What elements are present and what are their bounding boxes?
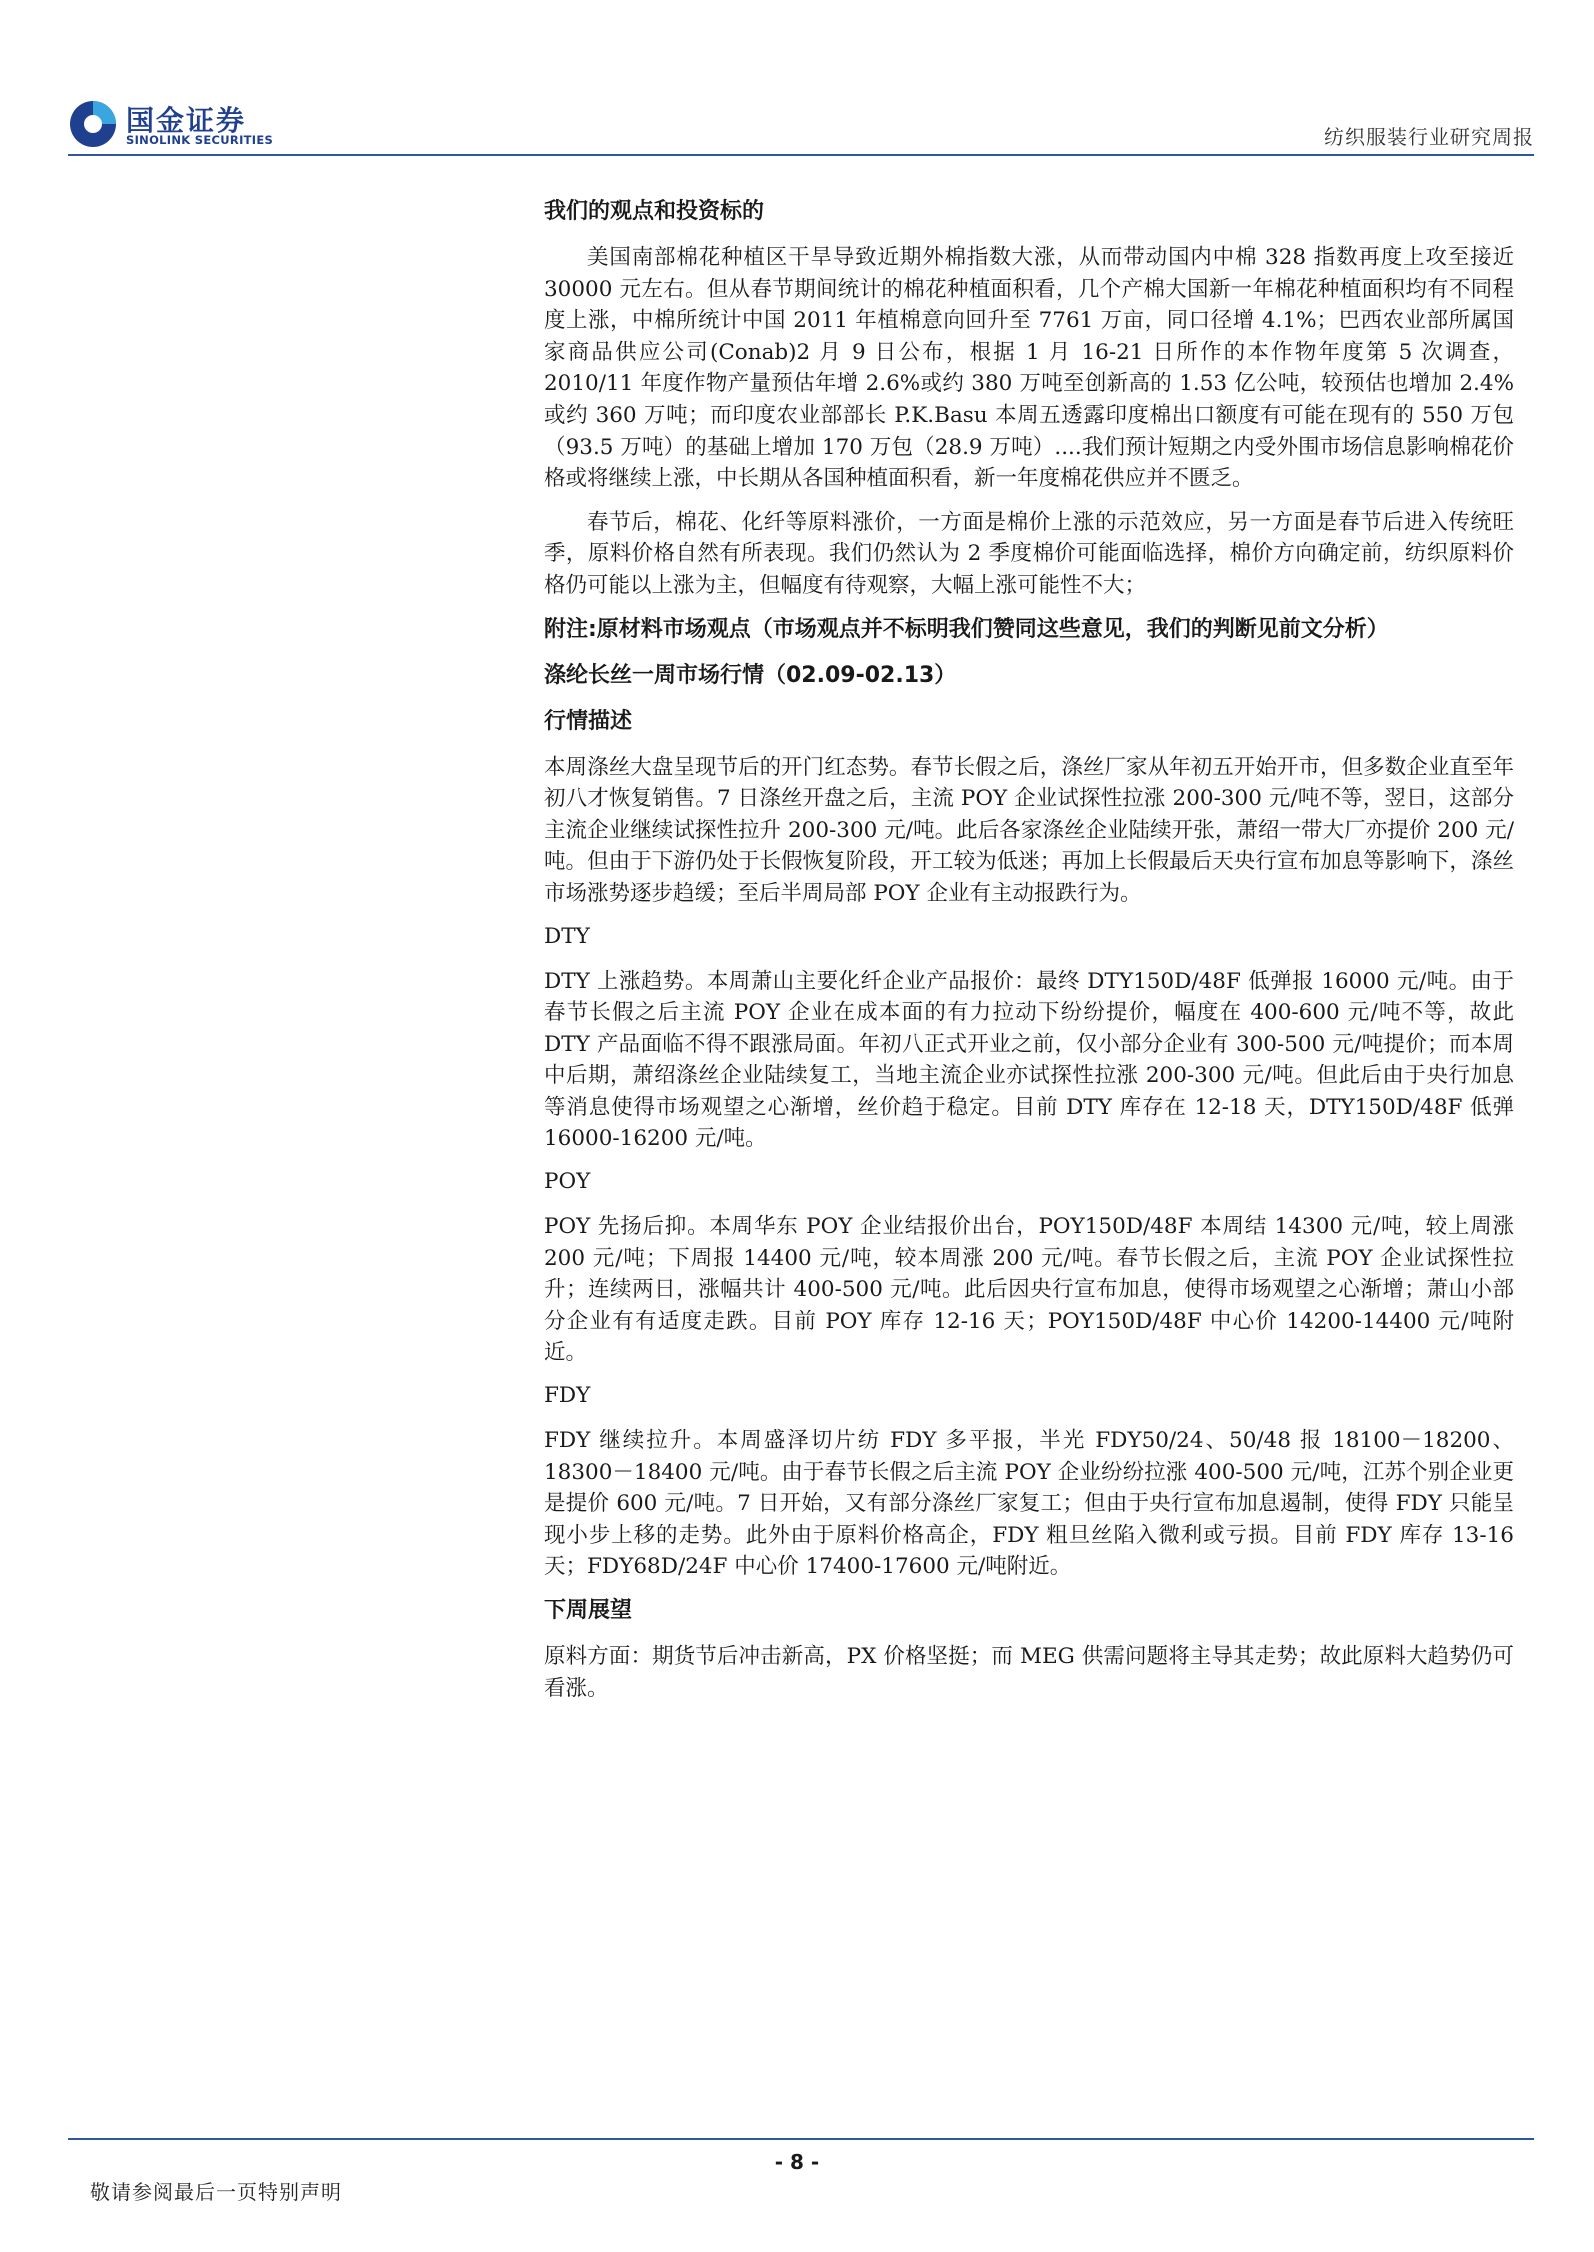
fdy-label: FDY [544, 1383, 591, 1409]
market-description-paragraph: 本周涤丝大盘呈现节后的开门红态势。春节长假之后，涤丝厂家从年初五开始开市，但多数企业直至年初八才恢复销售。7 日涤丝开盘之后，主流 POY 企业试探性拉涨 200-300 元/吨不等，翌日，这部分主流企业继续试探性拉升 200-300 元/吨。此后各家涤丝企业陆续开张，萧绍一带大厂亦提价 200 元/吨。但由于下游仍处于长假恢复阶段，开工较为低迷；再加上长假最后天央行宣布加息等影响下，涤丝市场涨势逐步趋缓；至后半周局部 POY 企业有主动报跌行为。 [544, 754, 1514, 906]
appendix-heading: 附注:原材料市场观点（市场观点并不标明我们赞同这些意见，我们的判断见前文分析） [544, 616, 1389, 642]
view-paragraph-1: 美国南部棉花种植区干旱导致近期外棉指数大涨，从而带动国内中棉 328 指数再度上攻至接近 30000 元左右。但从春节期间统计的棉花种植面积看，几个产棉大国新一年棉花种植面积均有不同程度上涨，中棉所统计中国 2011 年植棉意向回升至 7761 万亩，同口径增 4.1%；巴西农业部所属国家商品供应公司(Conab)2 月 9 日公布，根据 1 月 16-21 日所作的本作物年度第 5 次调查，2010/11 年度作物产量预估年增 2.6%或约 380 万吨至创新高的 1.53 亿公吨，较预估也增加 2.4%或约 360 万吨；而印度农业部部长 P.K.Basu 本周五透露印度棉出口额度有可能在现有的 550 万包（93.5 万吨）的基础上增加 170 万包（28.9 万吨）....我们预计短期之内受外围市场信息影响棉花价格或将继续上涨，中长期从各国种植面积看，新一年度棉花供应并不匮乏。 [544, 245, 1514, 492]
poy-paragraph: POY 先扬后抑。本周华东 POY 企业结报价出台，POY150D/48F 本周结 14300 元/吨，较上周涨 200 元/吨；下周报 14400 元/吨，较本周涨 200 元/吨。春节长假之后，主流 POY 企业试探性拉升；连续两日，涨幅共计 400-500 元/吨。此后因央行宣布加息，使得市场观望之心渐增；萧山小部分企业有有适度走跌。目前 POY 库存 12-16 天；POY150D/48F 中心价 14200-14400 元/吨附近。 [544, 1214, 1514, 1366]
main-content [544, 196, 1514, 1716]
report-title: 纺织服装行业研究周报 [1324, 125, 1534, 149]
disclaimer-text: 敬请参阅最后一页特别声明 [90, 2180, 342, 2204]
dty-label: DTY [544, 923, 590, 949]
outlook-paragraph: 原料方面：期货节后冲击新高，PX 价格坚挺；而 MEG 供需问题将主导其走势；故此原料大趋势仍可看涨。 [544, 1644, 1514, 1701]
market-description-heading: 行情描述 [544, 708, 633, 734]
footer-divider [68, 2138, 1534, 2140]
page-number: - 8 - [774, 2150, 820, 2174]
poy-label: POY [544, 1169, 591, 1195]
sinolink-logo-icon [68, 99, 118, 149]
sinolink-logo [68, 95, 308, 155]
page-header [68, 95, 1534, 155]
view-heading: 我们的观点和投资标的 [544, 199, 765, 224]
polyester-heading: 涤纶长丝一周市场行情（02.09-02.13） [544, 662, 957, 688]
outlook-heading: 下周展望 [544, 1598, 633, 1623]
logo-text-en: SINOLINK SECURITIES [126, 133, 274, 147]
logo-text-cn: 国金证券 [126, 104, 247, 137]
fdy-paragraph: FDY 继续拉升。本周盛泽切片纺 FDY 多平报，半光 FDY50/24、50/48 报 18100－18200、18300－18400 元/吨。由于春节长假之后主流 POY 企业纷纷拉涨 400-500 元/吨，江苏个别企业更是提价 600 元/吨。7 日开始，又有部分涤丝厂家复工；但由于央行宣布加息遏制，使得 FDY 只能呈现小步上移的走势。此外由于原料价格高企，FDY 粗旦丝陷入微利或亏损。目前 FDY 库存 13-16 天；FDY68D/24F 中心价 17400-17600 元/吨附近。 [544, 1428, 1514, 1580]
view-paragraph-2: 春节后，棉花、化纤等原料涨价，一方面是棉价上涨的示范效应，另一方面是春节后进入传统旺季，原料价格自然有所表现。我们仍然认为 2 季度棉价可能面临选择，棉价方向确定前，纺织原料价格仍可能以上涨为主，但幅度有待观察，大幅上涨可能性不大； [544, 509, 1514, 598]
dty-paragraph: DTY 上涨趋势。本周萧山主要化纤企业产品报价：最终 DTY150D/48F 低弹报 16000 元/吨。由于春节长假之后主流 POY 企业在成本面的有力拉动下纷纷提价，幅度在 400-600 元/吨不等，故此 DTY 产品面临不得不跟涨局面。年初八正式开业之前，仅小部分企业有 300-500 元/吨提价；而本周中后期，萧绍涤丝企业陆续复工，当地主流企业亦试探性拉涨 200-300 元/吨。但此后由于央行加息等消息使得市场观望之心渐增，丝价趋于稳定。目前 DTY 库存在 12-18 天，DTY150D/48F 低弹 16000-16200 元/吨。 [544, 968, 1514, 1152]
header-divider [68, 154, 1534, 156]
